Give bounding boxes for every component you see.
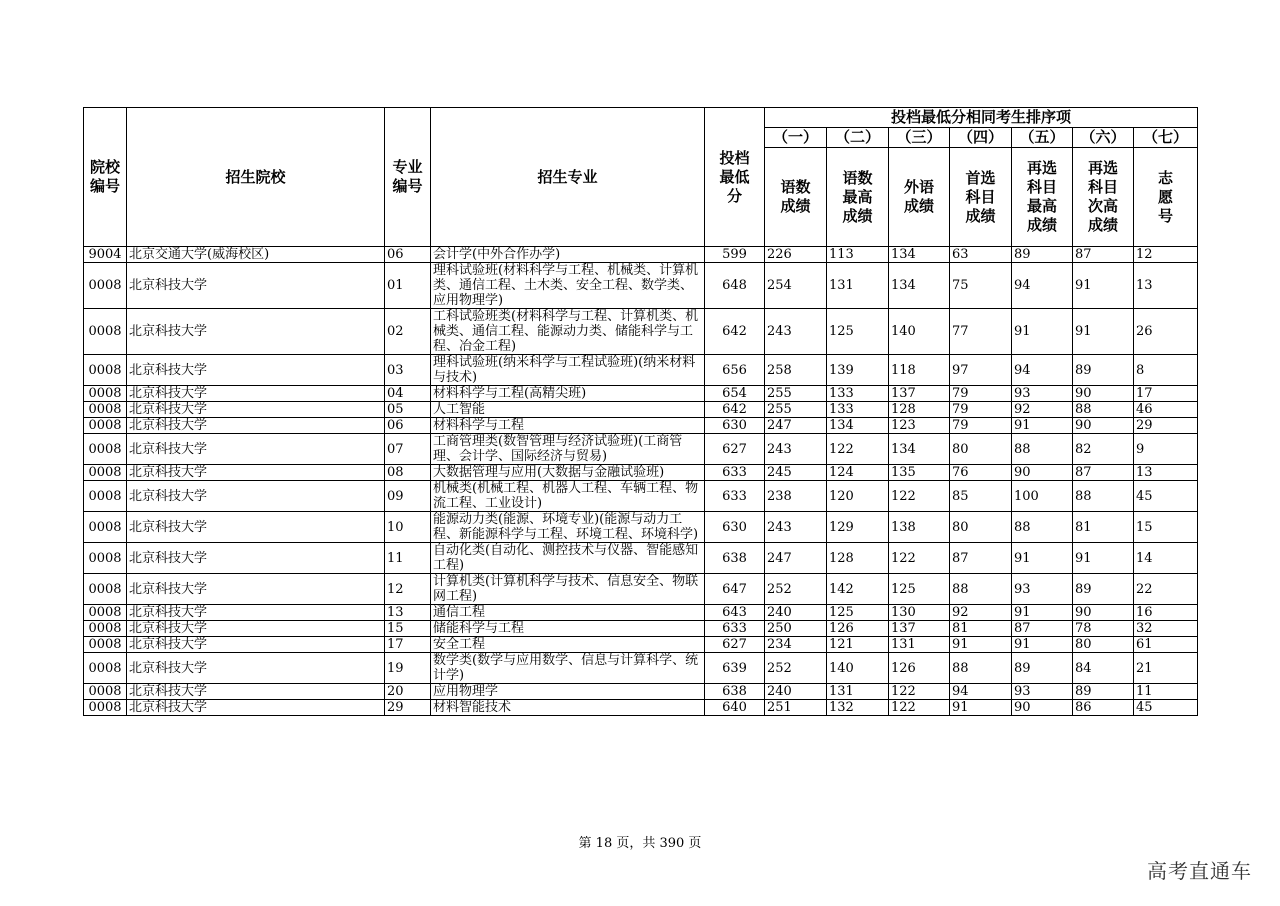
cell-tie-6: 81 <box>1073 512 1134 543</box>
cell-major-name: 计算机类(计算机科学与技术、信息安全、物联网工程) <box>431 574 705 605</box>
table-row <box>84 418 1198 434</box>
cell-min-score: 648 <box>705 263 765 309</box>
header-tie-number: （二） <box>827 128 889 148</box>
cell-tie-5: 91 <box>1012 309 1073 355</box>
cell-tie-6: 91 <box>1073 309 1134 355</box>
cell-school-code: 0008 <box>84 465 127 481</box>
header-tie-number: （四） <box>950 128 1012 148</box>
cell-tie-7: 29 <box>1134 418 1198 434</box>
cell-tie-4: 97 <box>950 355 1012 386</box>
cell-tie-3: 122 <box>889 543 950 574</box>
cell-tie-7: 15 <box>1134 512 1198 543</box>
cell-tie-4: 85 <box>950 481 1012 512</box>
table-row <box>84 402 1198 418</box>
cell-tie-7: 13 <box>1134 263 1198 309</box>
cell-school-code: 0008 <box>84 700 127 716</box>
cell-min-score: 638 <box>705 684 765 700</box>
cell-tie-5: 88 <box>1012 512 1073 543</box>
cell-school-code: 0008 <box>84 386 127 402</box>
cell-school-name: 北京科技大学 <box>127 637 385 653</box>
table-row <box>84 605 1198 621</box>
table-row <box>84 684 1198 700</box>
cell-school-name: 北京科技大学 <box>127 418 385 434</box>
cell-tie-2: 131 <box>827 263 889 309</box>
cell-tie-2: 121 <box>827 637 889 653</box>
table-body <box>84 247 1198 716</box>
watermark: 高考直通车 <box>1147 859 1252 883</box>
header-tie-number: （三） <box>889 128 950 148</box>
cell-school-name: 北京科技大学 <box>127 355 385 386</box>
cell-tie-7: 32 <box>1134 621 1198 637</box>
cell-min-score: 647 <box>705 574 765 605</box>
cell-tie-6: 88 <box>1073 481 1134 512</box>
cell-tie-2: 113 <box>827 247 889 263</box>
cell-major-code: 08 <box>385 465 431 481</box>
admission-score-table <box>83 107 1198 716</box>
cell-tie-2: 142 <box>827 574 889 605</box>
cell-school-name: 北京交通大学(威海校区) <box>127 247 385 263</box>
cell-tie-4: 91 <box>950 637 1012 653</box>
cell-tie-5: 88 <box>1012 434 1073 465</box>
header-tie-label: 语数 成绩 <box>765 148 827 247</box>
cell-tie-5: 91 <box>1012 543 1073 574</box>
cell-tie-2: 131 <box>827 684 889 700</box>
cell-tie-2: 120 <box>827 481 889 512</box>
cell-tie-4: 63 <box>950 247 1012 263</box>
cell-tie-2: 132 <box>827 700 889 716</box>
cell-tie-4: 80 <box>950 434 1012 465</box>
cell-major-code: 07 <box>385 434 431 465</box>
cell-tie-5: 89 <box>1012 653 1073 684</box>
cell-tie-4: 79 <box>950 418 1012 434</box>
cell-school-name: 北京科技大学 <box>127 465 385 481</box>
table-row <box>84 309 1198 355</box>
cell-major-name: 材料科学与工程 <box>431 418 705 434</box>
cell-major-name: 机械类(机械工程、机器人工程、车辆工程、物流工程、工业设计) <box>431 481 705 512</box>
cell-tie-5: 89 <box>1012 247 1073 263</box>
cell-tie-7: 45 <box>1134 700 1198 716</box>
table-row <box>84 700 1198 716</box>
table-row <box>84 637 1198 653</box>
cell-tie-1: 240 <box>765 605 827 621</box>
cell-major-code: 06 <box>385 418 431 434</box>
header-school-name: 招生院校 <box>127 108 385 247</box>
cell-major-code: 29 <box>385 700 431 716</box>
cell-tie-1: 254 <box>765 263 827 309</box>
cell-school-code: 0008 <box>84 637 127 653</box>
cell-tie-7: 45 <box>1134 481 1198 512</box>
header-major-code: 专业 编号 <box>385 108 431 247</box>
cell-school-name: 北京科技大学 <box>127 386 385 402</box>
cell-school-name: 北京科技大学 <box>127 481 385 512</box>
cell-major-name: 数学类(数学与应用数学、信息与计算科学、统计学) <box>431 653 705 684</box>
cell-tie-4: 88 <box>950 574 1012 605</box>
table-row <box>84 481 1198 512</box>
cell-tie-3: 131 <box>889 637 950 653</box>
cell-tie-1: 252 <box>765 653 827 684</box>
cell-tie-4: 87 <box>950 543 1012 574</box>
cell-major-name: 储能科学与工程 <box>431 621 705 637</box>
table-row <box>84 574 1198 605</box>
cell-tie-1: 238 <box>765 481 827 512</box>
cell-tie-2: 125 <box>827 605 889 621</box>
header-tie-label: 首选 科目 成绩 <box>950 148 1012 247</box>
cell-tie-4: 77 <box>950 309 1012 355</box>
cell-tie-3: 122 <box>889 700 950 716</box>
header-tie-number: （六） <box>1073 128 1134 148</box>
cell-tie-2: 122 <box>827 434 889 465</box>
cell-tie-3: 130 <box>889 605 950 621</box>
table-row <box>84 247 1198 263</box>
cell-school-code: 0008 <box>84 543 127 574</box>
cell-major-name: 自动化类(自动化、测控技术与仪器、智能感知工程) <box>431 543 705 574</box>
cell-major-code: 04 <box>385 386 431 402</box>
cell-school-name: 北京科技大学 <box>127 700 385 716</box>
cell-tie-6: 78 <box>1073 621 1134 637</box>
cell-tie-5: 94 <box>1012 355 1073 386</box>
cell-tie-5: 92 <box>1012 402 1073 418</box>
cell-major-name: 工商管理类(数智管理与经济试验班)(工商管理、会计学、国际经济与贸易) <box>431 434 705 465</box>
header-tie-label: 再选 科目 次高 成绩 <box>1073 148 1134 247</box>
cell-major-name: 材料智能技术 <box>431 700 705 716</box>
cell-min-score: 630 <box>705 418 765 434</box>
header-tie-number: （七） <box>1134 128 1198 148</box>
cell-min-score: 627 <box>705 434 765 465</box>
cell-tie-5: 90 <box>1012 465 1073 481</box>
cell-tie-2: 140 <box>827 653 889 684</box>
cell-major-code: 01 <box>385 263 431 309</box>
cell-tie-5: 87 <box>1012 621 1073 637</box>
cell-major-name: 通信工程 <box>431 605 705 621</box>
table-row <box>84 434 1198 465</box>
table-row <box>84 653 1198 684</box>
cell-major-code: 02 <box>385 309 431 355</box>
cell-tie-2: 125 <box>827 309 889 355</box>
cell-major-code: 06 <box>385 247 431 263</box>
cell-major-name: 人工智能 <box>431 402 705 418</box>
cell-tie-3: 128 <box>889 402 950 418</box>
cell-tie-7: 13 <box>1134 465 1198 481</box>
cell-tie-3: 125 <box>889 574 950 605</box>
cell-tie-7: 61 <box>1134 637 1198 653</box>
header-school-code: 院校 编号 <box>84 108 127 247</box>
cell-school-code: 0008 <box>84 355 127 386</box>
cell-tie-1: 240 <box>765 684 827 700</box>
cell-major-code: 12 <box>385 574 431 605</box>
page-footer: 第 18 页，共 390 页 <box>578 836 702 851</box>
cell-tie-4: 79 <box>950 386 1012 402</box>
cell-school-code: 0008 <box>84 574 127 605</box>
cell-tie-5: 91 <box>1012 605 1073 621</box>
cell-school-code: 0008 <box>84 684 127 700</box>
cell-min-score: 627 <box>705 637 765 653</box>
header-tie-group: 投档最低分相同考生排序项 <box>765 108 1198 128</box>
cell-tie-3: 137 <box>889 621 950 637</box>
cell-school-code: 0008 <box>84 621 127 637</box>
cell-tie-1: 247 <box>765 418 827 434</box>
cell-min-score: 633 <box>705 465 765 481</box>
table-row <box>84 263 1198 309</box>
table-row <box>84 621 1198 637</box>
header-tie-label: 再选 科目 最高 成绩 <box>1012 148 1073 247</box>
cell-tie-4: 79 <box>950 402 1012 418</box>
cell-tie-4: 81 <box>950 621 1012 637</box>
cell-tie-1: 251 <box>765 700 827 716</box>
table-row <box>84 465 1198 481</box>
cell-school-name: 北京科技大学 <box>127 402 385 418</box>
table-row <box>84 543 1198 574</box>
cell-tie-2: 129 <box>827 512 889 543</box>
cell-min-score: 640 <box>705 700 765 716</box>
cell-school-name: 北京科技大学 <box>127 621 385 637</box>
cell-school-name: 北京科技大学 <box>127 309 385 355</box>
cell-tie-7: 22 <box>1134 574 1198 605</box>
cell-school-name: 北京科技大学 <box>127 574 385 605</box>
cell-tie-3: 134 <box>889 434 950 465</box>
cell-school-name: 北京科技大学 <box>127 605 385 621</box>
header-tie-label: 志 愿 号 <box>1134 148 1198 247</box>
cell-tie-3: 126 <box>889 653 950 684</box>
cell-major-name: 应用物理学 <box>431 684 705 700</box>
cell-tie-1: 247 <box>765 543 827 574</box>
cell-tie-2: 126 <box>827 621 889 637</box>
cell-tie-7: 11 <box>1134 684 1198 700</box>
cell-tie-1: 255 <box>765 402 827 418</box>
cell-school-code: 0008 <box>84 263 127 309</box>
cell-tie-3: 122 <box>889 684 950 700</box>
cell-school-name: 北京科技大学 <box>127 263 385 309</box>
cell-school-name: 北京科技大学 <box>127 434 385 465</box>
cell-tie-3: 123 <box>889 418 950 434</box>
cell-min-score: 599 <box>705 247 765 263</box>
cell-tie-3: 135 <box>889 465 950 481</box>
cell-school-name: 北京科技大学 <box>127 543 385 574</box>
cell-major-code: 15 <box>385 621 431 637</box>
cell-school-code: 0008 <box>84 653 127 684</box>
cell-tie-2: 133 <box>827 386 889 402</box>
cell-min-score: 638 <box>705 543 765 574</box>
cell-tie-3: 140 <box>889 309 950 355</box>
cell-major-name: 能源动力类(能源、环境专业)(能源与动力工程、新能源科学与工程、环境工程、环境科学) <box>431 512 705 543</box>
cell-tie-2: 133 <box>827 402 889 418</box>
cell-min-score: 654 <box>705 386 765 402</box>
cell-tie-3: 134 <box>889 247 950 263</box>
cell-tie-7: 16 <box>1134 605 1198 621</box>
cell-major-code: 20 <box>385 684 431 700</box>
cell-min-score: 642 <box>705 402 765 418</box>
header-tie-label: 外语 成绩 <box>889 148 950 247</box>
cell-school-code: 0008 <box>84 481 127 512</box>
cell-tie-6: 89 <box>1073 684 1134 700</box>
cell-tie-3: 118 <box>889 355 950 386</box>
cell-tie-2: 128 <box>827 543 889 574</box>
cell-tie-6: 89 <box>1073 574 1134 605</box>
cell-tie-6: 91 <box>1073 263 1134 309</box>
cell-tie-7: 21 <box>1134 653 1198 684</box>
table-row <box>84 355 1198 386</box>
cell-tie-5: 93 <box>1012 684 1073 700</box>
cell-tie-7: 14 <box>1134 543 1198 574</box>
table-header <box>84 108 1198 247</box>
cell-tie-2: 124 <box>827 465 889 481</box>
cell-tie-4: 92 <box>950 605 1012 621</box>
cell-school-code: 0008 <box>84 512 127 543</box>
cell-tie-6: 87 <box>1073 465 1134 481</box>
cell-tie-3: 137 <box>889 386 950 402</box>
cell-tie-3: 134 <box>889 263 950 309</box>
cell-tie-7: 12 <box>1134 247 1198 263</box>
header-major-name: 招生专业 <box>431 108 705 247</box>
cell-tie-6: 84 <box>1073 653 1134 684</box>
cell-major-code: 19 <box>385 653 431 684</box>
cell-tie-1: 234 <box>765 637 827 653</box>
cell-major-code: 03 <box>385 355 431 386</box>
cell-tie-3: 122 <box>889 481 950 512</box>
cell-tie-4: 75 <box>950 263 1012 309</box>
cell-tie-6: 90 <box>1073 386 1134 402</box>
cell-major-code: 05 <box>385 402 431 418</box>
cell-min-score: 639 <box>705 653 765 684</box>
header-tie-number: （五） <box>1012 128 1073 148</box>
cell-tie-7: 9 <box>1134 434 1198 465</box>
cell-tie-1: 243 <box>765 434 827 465</box>
cell-tie-5: 93 <box>1012 386 1073 402</box>
cell-tie-5: 93 <box>1012 574 1073 605</box>
cell-major-name: 大数据管理与应用(大数据与金融试验班) <box>431 465 705 481</box>
cell-min-score: 633 <box>705 481 765 512</box>
cell-tie-6: 89 <box>1073 355 1134 386</box>
table-row <box>84 386 1198 402</box>
cell-major-name: 理科试验班(材料科学与工程、机械类、计算机类、通信工程、土木类、安全工程、数学类、应用物理学) <box>431 263 705 309</box>
cell-school-code: 9004 <box>84 247 127 263</box>
cell-tie-1: 226 <box>765 247 827 263</box>
cell-tie-4: 80 <box>950 512 1012 543</box>
header-min-score: 投档 最低 分 <box>705 108 765 247</box>
cell-major-name: 会计学(中外合作办学) <box>431 247 705 263</box>
cell-tie-5: 91 <box>1012 418 1073 434</box>
cell-tie-3: 138 <box>889 512 950 543</box>
cell-tie-1: 243 <box>765 309 827 355</box>
cell-tie-6: 88 <box>1073 402 1134 418</box>
cell-tie-7: 8 <box>1134 355 1198 386</box>
cell-tie-6: 90 <box>1073 418 1134 434</box>
cell-major-code: 09 <box>385 481 431 512</box>
cell-tie-6: 86 <box>1073 700 1134 716</box>
cell-tie-7: 26 <box>1134 309 1198 355</box>
cell-min-score: 633 <box>705 621 765 637</box>
cell-school-code: 0008 <box>84 434 127 465</box>
cell-major-name: 理科试验班(纳米科学与工程试验班)(纳米材料与技术) <box>431 355 705 386</box>
header-tie-label: 语数 最高 成绩 <box>827 148 889 247</box>
cell-tie-1: 252 <box>765 574 827 605</box>
cell-tie-5: 91 <box>1012 637 1073 653</box>
cell-major-name: 工科试验班类(材料科学与工程、计算机类、机械类、通信工程、能源动力类、储能科学与工程、冶金工程) <box>431 309 705 355</box>
cell-tie-4: 88 <box>950 653 1012 684</box>
cell-major-name: 材料科学与工程(高精尖班) <box>431 386 705 402</box>
cell-tie-1: 258 <box>765 355 827 386</box>
cell-min-score: 630 <box>705 512 765 543</box>
cell-tie-6: 91 <box>1073 543 1134 574</box>
cell-tie-4: 76 <box>950 465 1012 481</box>
cell-tie-2: 134 <box>827 418 889 434</box>
cell-min-score: 643 <box>705 605 765 621</box>
cell-major-code: 11 <box>385 543 431 574</box>
cell-tie-6: 80 <box>1073 637 1134 653</box>
cell-tie-5: 94 <box>1012 263 1073 309</box>
header-tie-number: （一） <box>765 128 827 148</box>
cell-school-code: 0008 <box>84 309 127 355</box>
cell-school-name: 北京科技大学 <box>127 512 385 543</box>
cell-tie-6: 87 <box>1073 247 1134 263</box>
table-row <box>84 512 1198 543</box>
cell-tie-4: 94 <box>950 684 1012 700</box>
cell-major-code: 17 <box>385 637 431 653</box>
cell-major-name: 安全工程 <box>431 637 705 653</box>
cell-tie-5: 90 <box>1012 700 1073 716</box>
cell-tie-4: 91 <box>950 700 1012 716</box>
cell-school-code: 0008 <box>84 605 127 621</box>
cell-major-code: 13 <box>385 605 431 621</box>
cell-school-name: 北京科技大学 <box>127 684 385 700</box>
cell-tie-1: 250 <box>765 621 827 637</box>
cell-tie-2: 139 <box>827 355 889 386</box>
cell-school-code: 0008 <box>84 402 127 418</box>
cell-school-name: 北京科技大学 <box>127 653 385 684</box>
cell-tie-5: 100 <box>1012 481 1073 512</box>
cell-school-code: 0008 <box>84 418 127 434</box>
cell-major-code: 10 <box>385 512 431 543</box>
cell-tie-6: 90 <box>1073 605 1134 621</box>
cell-min-score: 642 <box>705 309 765 355</box>
cell-tie-1: 243 <box>765 512 827 543</box>
cell-tie-1: 245 <box>765 465 827 481</box>
cell-tie-6: 82 <box>1073 434 1134 465</box>
cell-tie-7: 17 <box>1134 386 1198 402</box>
cell-tie-7: 46 <box>1134 402 1198 418</box>
cell-tie-1: 255 <box>765 386 827 402</box>
cell-min-score: 656 <box>705 355 765 386</box>
